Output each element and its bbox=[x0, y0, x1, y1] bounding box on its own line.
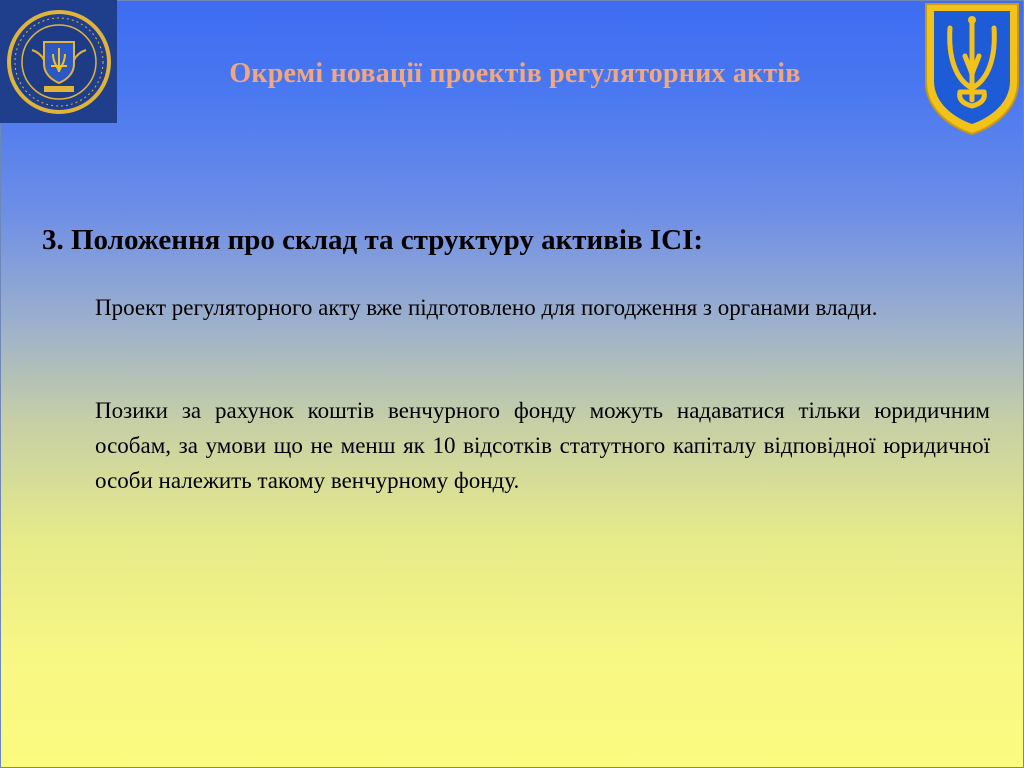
commission-seal-icon bbox=[0, 0, 117, 123]
section-heading: 3. Положення про склад та структуру активів ІСІ: bbox=[42, 224, 704, 256]
slide-title: Окремі новації проектів регуляторних актів bbox=[229, 58, 801, 89]
paragraph-2: Позики за рахунок коштів венчурного фонду можуть надаватися тільки юридичним особам, за умови що не менш як 10 відсотків статутного капіталу відповідної юридичної особи належить такому венчурному фонду. bbox=[95, 398, 990, 493]
paragraph-1: Проект регуляторного акту вже підготовлено для погодження з органами влади. bbox=[95, 295, 878, 320]
ukraine-trident-icon bbox=[920, 0, 1024, 136]
